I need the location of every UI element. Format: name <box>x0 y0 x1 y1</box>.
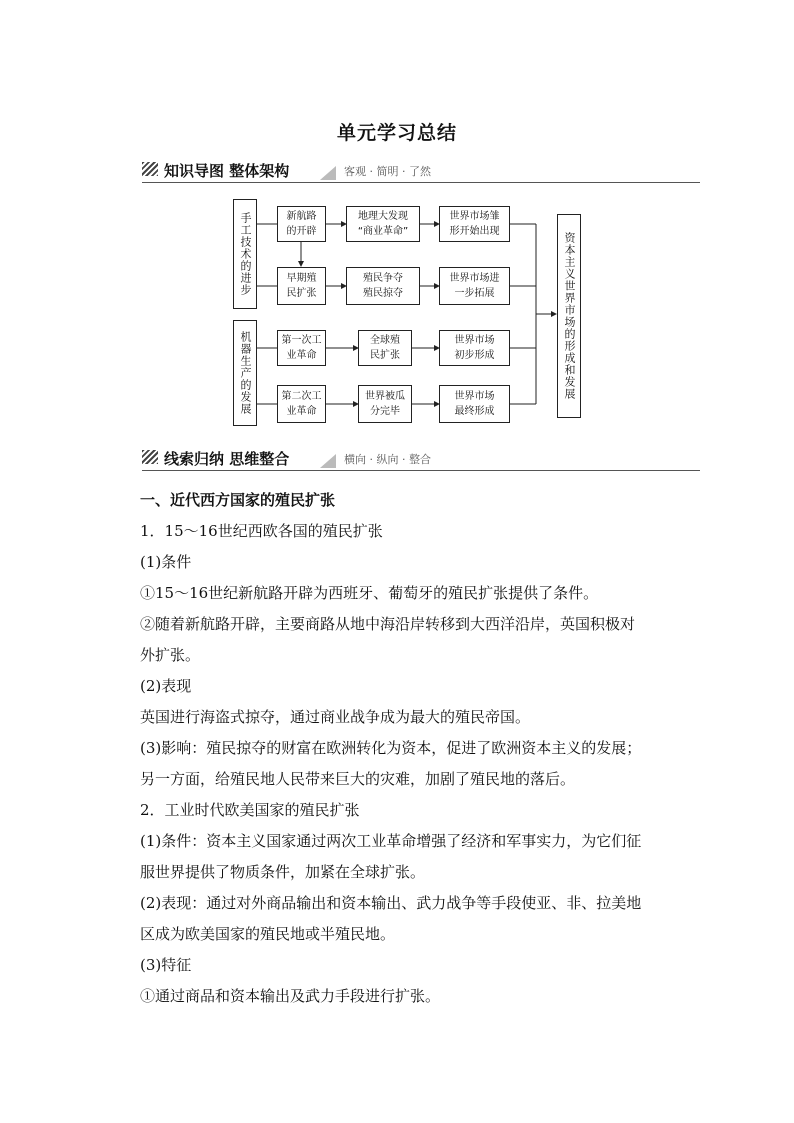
subheading-1: 1．15～16世纪西欧各国的殖民扩张 <box>140 522 383 540</box>
paragraph: 英国进行海盗式掠夺，通过商业战争成为最大的殖民帝国。 <box>140 708 531 726</box>
paragraph: (2)表现 <box>140 677 192 695</box>
box-second-industrial: 第二次工 业革命 <box>277 385 326 423</box>
paragraph: (1)条件 <box>140 553 192 571</box>
box-early-colonial: 早期殖 民扩张 <box>277 267 326 305</box>
section-heading: 线索归纳 思维整合 <box>164 450 290 468</box>
box-global-colonial: 全球殖 民扩张 <box>358 330 412 366</box>
paragraph: ①通过商品和资本输出及武力手段进行扩张。 <box>140 987 441 1005</box>
section-bar-icon <box>142 450 158 464</box>
box-new-routes: 新航路 的开辟 <box>277 206 326 242</box>
box-colonial-struggle: 殖民争夺 殖民掠夺 <box>346 267 420 305</box>
box-world-divided: 世界被瓜 分完毕 <box>358 385 412 423</box>
left-box-machine: 机器生产的发展 <box>233 320 257 426</box>
section-subheading: 客观 · 简明 · 了然 <box>344 165 431 178</box>
left-box-handcraft: 手工技术的进步 <box>233 199 257 309</box>
paragraph: (1)条件：资本主义国家通过两次工业革命增强了经济和军事实力，为它们征 <box>140 832 642 850</box>
paragraph: ②随着新航路开辟，主要商路从地中海沿岸转移到大西洋沿岸，英国积极对 <box>140 615 636 633</box>
paragraph: (3)特征 <box>140 956 192 974</box>
box-market-expand: 世界市场进 一步拓展 <box>439 267 510 305</box>
page-title: 单元学习总结 <box>336 122 457 144</box>
paragraph: (2)表现：通过对外商品输出和资本输出、武力战争等手段使亚、非、拉美地 <box>140 894 642 912</box>
paragraph: 另一方面，给殖民地人民带来巨大的灾难，加剧了殖民地的落后。 <box>140 770 576 788</box>
subheading-2: 2．工业时代欧美国家的殖民扩张 <box>140 801 360 819</box>
right-box-world-market: 资本主义世界市场的形成和发展 <box>557 214 581 418</box>
section-subheading: 横向 · 纵向 · 整合 <box>344 453 431 466</box>
box-market-embryo: 世界市场雏 形开始出现 <box>439 206 510 242</box>
box-discovery: 地理大发现 “商业革命” <box>346 206 420 242</box>
paragraph: (3)影响：殖民掠夺的财富在欧洲转化为资本，促进了欧洲资本主义的发展； <box>140 739 642 757</box>
box-market-initial: 世界市场 初步形成 <box>439 330 510 366</box>
section-header-clues <box>142 448 700 471</box>
box-first-industrial: 第一次工 业革命 <box>277 330 326 366</box>
section-triangle-icon <box>320 454 336 468</box>
section-heading: 知识导图 整体架构 <box>164 162 290 180</box>
paragraph: 区成为欧美国家的殖民地或半殖民地。 <box>140 925 396 943</box>
paragraph: ①15～16世纪新航路开辟为西班牙、葡萄牙的殖民扩张提供了条件。 <box>140 584 599 602</box>
paragraph: 外扩张。 <box>140 646 201 664</box>
paragraph: 服世界提供了物质条件，加紧在全球扩张。 <box>140 863 426 881</box>
box-market-final: 世界市场 最终形成 <box>439 385 510 423</box>
heading-1: 一、近代西方国家的殖民扩张 <box>140 491 336 509</box>
